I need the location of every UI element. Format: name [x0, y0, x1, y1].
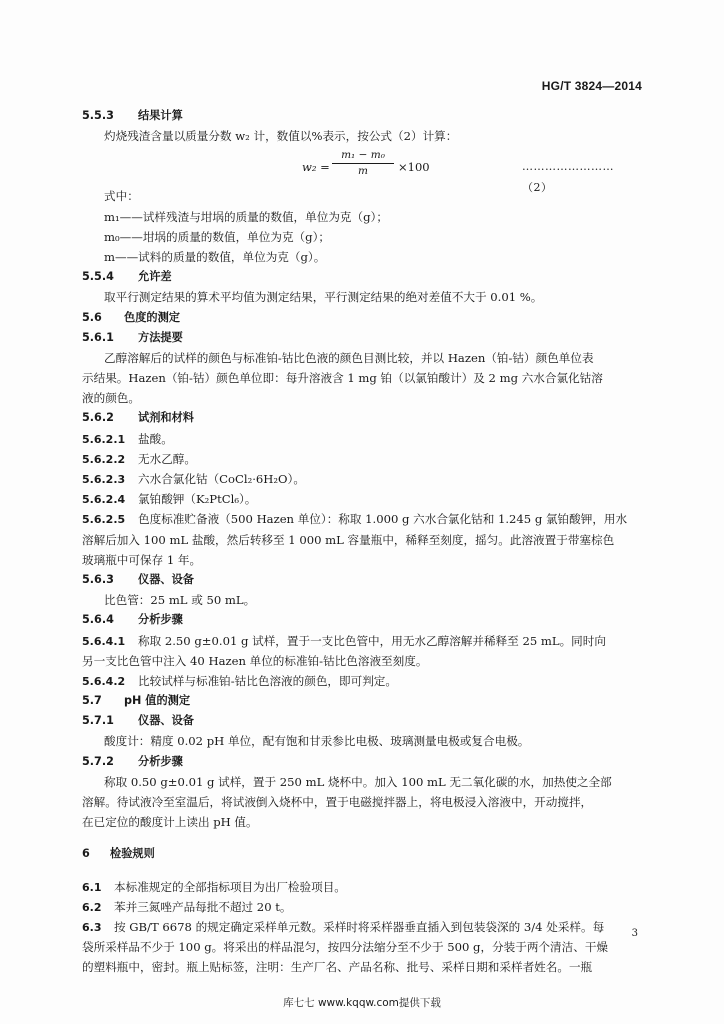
- formula-number: （2）: [522, 180, 553, 194]
- paragraph: 灼烧残渣含量以质量分数 w₂ 计，数值以%表示，按公式（2）计算：: [104, 129, 458, 144]
- page-number: 3: [631, 928, 638, 939]
- clause-number: 5.5.3: [82, 109, 114, 122]
- heading-5-6-3: [82, 570, 642, 590]
- clause-number: 5.7.1: [82, 714, 114, 728]
- heading-6: [82, 844, 642, 864]
- formula-2: [82, 148, 642, 194]
- clause-title: 色度的测定: [124, 310, 180, 324]
- section-gap: [82, 832, 642, 844]
- definition-m1: m₁——试样残渣与坩埚的质量的数值，单位为克（g）；: [104, 209, 388, 224]
- heading-5-5-4: [82, 267, 642, 287]
- paragraph: 另一支比色管中注入 40 Hazen 单位的标准铂-钴比色溶液至刻度。: [82, 653, 428, 668]
- definition-m0: m₀——坩埚的质量的数值，单位为克（g）；: [104, 229, 330, 244]
- clause-title: 允许差: [138, 270, 172, 284]
- heading-5-6-1: [82, 328, 642, 348]
- clause-number: 5.6.2.4: [82, 493, 126, 507]
- clause-number: 6: [82, 847, 90, 861]
- clause-5-6-2-1: [82, 429, 642, 449]
- paragraph: 酸度计：精度 0.02 pH 单位，配有饱和甘汞参比电极、玻璃测量电极或复合电极。: [104, 734, 530, 749]
- paragraph: 取平行测定结果的算术平均值为测定结果，平行测定结果的绝对差值不大于 0.01 %。: [104, 290, 543, 305]
- formula-fraction: [332, 148, 394, 179]
- clause-number: 6.3: [82, 920, 102, 934]
- clause-text: 六水合氯化钴（CoCl₂·6H₂O）。: [138, 472, 305, 486]
- clause-title: 仪器、设备: [138, 572, 194, 586]
- clause-number: 6.1: [82, 880, 102, 894]
- clause-number: 5.5.4: [82, 270, 114, 284]
- heading-5-6-2: [82, 408, 642, 428]
- clause-text: 比较试样与标准铂-钴比色溶液的颜色，即可判定。: [138, 673, 397, 688]
- clause-title: 方法提要: [138, 330, 183, 344]
- where-label: 式中：: [104, 189, 139, 204]
- formula-lhs: w₂ =: [302, 160, 330, 175]
- clause-5-6-2-5: [82, 509, 642, 529]
- paragraph: 称取 0.50 g±0.01 g 试样，置于 250 mL 烧杯中。加入 100 mL 无二氧化碳的水，加热使之全部: [104, 774, 612, 789]
- clause-6-3: [82, 917, 642, 937]
- clause-6-2: [82, 897, 642, 917]
- clause-title: 分析步骤: [138, 613, 183, 627]
- clause-text: 色度标准贮备液（500 Hazen 单位）：称取 1.000 g 六水合氯化钴和 1.245 g 氯铂酸钾，用水: [138, 512, 628, 527]
- clause-number: 5.7: [82, 694, 102, 708]
- clause-number: 5.6.2.1: [82, 432, 126, 446]
- paragraph: 乙醇溶解后的试样的颜色与标准铂-钴比色液的颜色目测比较，并以 Hazen（铂-钴）颜色单位表: [104, 350, 594, 365]
- clause-title: 试剂和材料: [138, 411, 194, 425]
- clause-text: 按 GB/T 6678 的规定确定采样单元数。采样时将采样器垂直插入到包装袋深的 3/4 处采样。每: [114, 919, 605, 934]
- section-gap: [82, 865, 642, 877]
- clause-5-6-2-4: [82, 489, 642, 509]
- formula-denominator: m: [358, 165, 368, 178]
- clause-5-6-2-3: [82, 469, 642, 489]
- clause-number: 5.7.2: [82, 754, 114, 768]
- paragraph: 袋所采样品不少于 100 g。将采出的样品混匀，按四分法缩分至不少于 500 g，分装于两个清洁、干燥: [82, 940, 609, 955]
- paragraph: 在已定位的酸度计上读出 pH 值。: [82, 815, 258, 830]
- formula-leader: [522, 157, 642, 197]
- clause-title: 分析步骤: [138, 754, 183, 768]
- definition-m: m——试料的质量的数值，单位为克（g）。: [104, 249, 326, 264]
- paragraph: 液的颜色。: [82, 391, 140, 406]
- paragraph: 示结果。Hazen（铂-钴）颜色单位即：每升溶液含 1 mg 铂（以氯铂酸计）及 2 mg 六水合氯化钴溶: [82, 371, 603, 386]
- document-body: [82, 106, 642, 978]
- formula-dots: ……………………: [522, 160, 614, 174]
- clause-number: 5.6.4.1: [82, 634, 126, 648]
- clause-text: 苯并三氮唑产品每批不超过 20 t。: [114, 899, 292, 914]
- clause-5-6-2-2: [82, 449, 642, 469]
- formula-numerator: m₁ − m₀: [332, 148, 394, 164]
- clause-number: 5.6.2.5: [82, 513, 126, 527]
- clause-number: 5.6.4.2: [82, 674, 126, 688]
- heading-5-7: [82, 691, 642, 711]
- footer-watermark: 库七七 www.kqqw.com提供下载: [283, 997, 441, 1009]
- clause-text: 称取 2.50 g±0.01 g 试样，置于一支比色管中，用无水乙醇溶解并稀释至 25 mL。同时向: [138, 633, 606, 648]
- paragraph: 溶解。待试液冷至室温后，将试液倒入烧杯中，置于电磁搅拌器上，将电极浸入溶液中，开动搅拌，: [82, 795, 593, 809]
- heading-5-5-3: [82, 106, 642, 126]
- heading-5-7-1: [82, 711, 642, 731]
- formula-multiplier: ×100: [398, 160, 430, 175]
- clause-number: 5.6.2: [82, 411, 114, 425]
- clause-title: pH 值的测定: [124, 694, 191, 708]
- clause-text: 本标准规定的全部指标项目为出厂检验项目。: [114, 879, 346, 894]
- paragraph: 溶解后加入 100 mL 盐酸，然后转移至 1 000 mL 容量瓶中，稀释至刻度，摇匀。此溶液置于带塞棕色: [82, 532, 615, 547]
- standard-code: HG/T 3824—2014: [541, 79, 642, 93]
- clause-text: 盐酸。: [138, 431, 173, 446]
- clause-number: 5.6.2.3: [82, 473, 126, 486]
- clause-text: 无水乙醇。: [138, 451, 196, 466]
- heading-5-7-2: [82, 752, 642, 772]
- clause-title: 检验规则: [110, 847, 155, 861]
- paragraph: 的塑料瓶中，密封。瓶上贴标签，注明：生产厂名、产品名称、批号、采样日期和采样者姓名。一瓶: [82, 960, 593, 975]
- clause-title: 结果计算: [138, 109, 183, 122]
- clause-text: 氯铂酸钾（K₂PtCl₆）。: [138, 492, 257, 507]
- clause-number: 5.6.1: [82, 330, 114, 344]
- clause-title: 仪器、设备: [138, 714, 194, 728]
- clause-number: 5.6.4: [82, 613, 114, 627]
- clause-5-6-4-2: [82, 671, 642, 691]
- clause-number: 5.6.2.2: [82, 452, 126, 466]
- clause-6-1: [82, 877, 642, 897]
- heading-5-6: [82, 308, 642, 328]
- clause-number: 5.6.3: [82, 572, 114, 586]
- clause-5-6-4-1: [82, 631, 642, 651]
- clause-number: 6.2: [82, 900, 102, 914]
- heading-5-6-4: [82, 610, 642, 630]
- clause-number: 5.6: [82, 310, 102, 324]
- paragraph: 比色管：25 mL 或 50 mL。: [104, 593, 256, 608]
- paragraph: 玻璃瓶中可保存 1 年。: [82, 552, 202, 567]
